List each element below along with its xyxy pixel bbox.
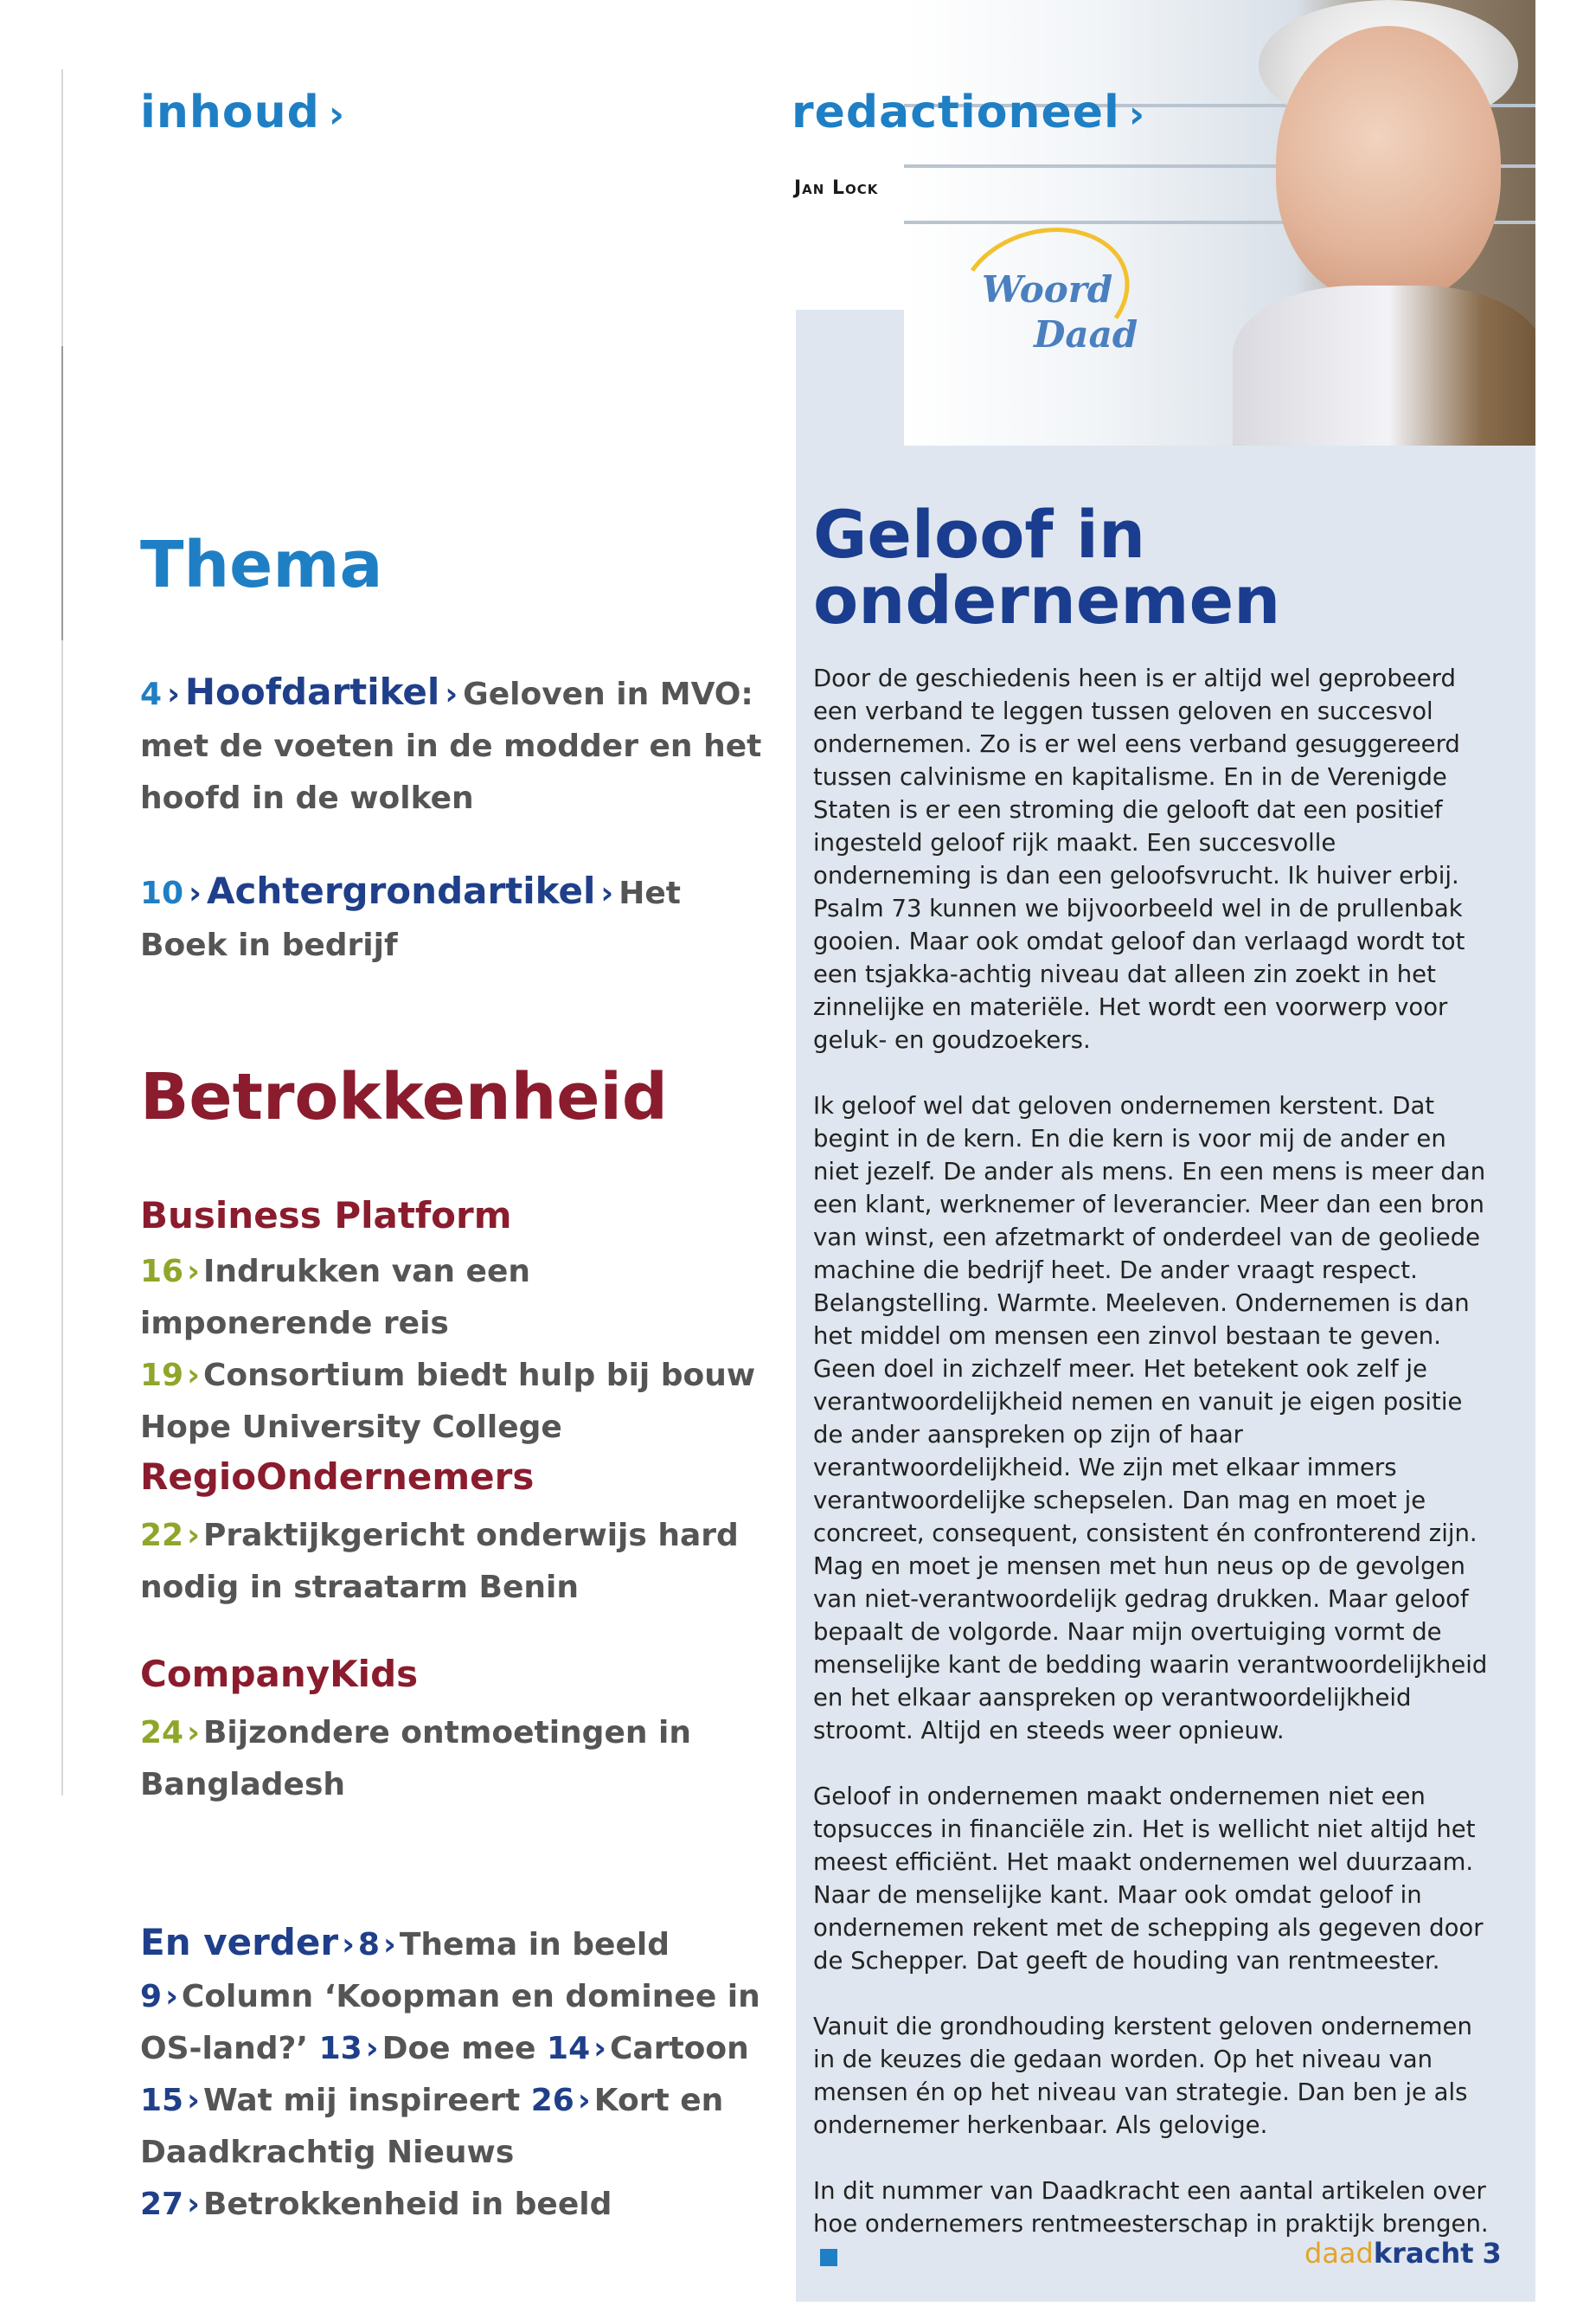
chevron-right-icon: ›	[382, 1927, 396, 1962]
toc-entry[interactable]: 16 › Indrukken van een imponerende reis	[140, 1254, 531, 1341]
toc-entry[interactable]: Wat mij inspireert	[202, 2083, 521, 2118]
group-business-platform: Business Platform	[140, 1194, 512, 1237]
paragraph: Geloof in ondernemen maakt ondernemen niet een topsucces in financiële zin. Het is wellicht niet altijd het meest efficiënt. Het maakt ondernemen wel duurzaam. Naar de menselijke kant. Maar ook omdat geloof in ondernemen rekent met de schepping als gegeven door de Schepper. Dat geeft de houding van rentmeester.	[813, 1782, 1484, 1975]
toc-entry[interactable]: 22 › Praktijkgericht onderwijs hard nodig in straatarm Benin	[140, 1518, 739, 1605]
toc-entry[interactable]: 10 › Achtergrondartikel › Het Boek in bedrijf	[140, 870, 681, 963]
toc-entry[interactable]: 24 › Bijzondere ontmoetingen in Bangladesh	[140, 1715, 691, 1802]
chevron-right-icon: ›	[187, 1715, 200, 1750]
en-verder-list: En verder › 8 › Thema in beeld 9 › Column ‘Koopman en dominee in OS-land?’ 13 › Doe mee 14 › Cartoon 15 › Wat mij inspireert 26 › Kort en Daadkrachtig Nieuws 27 › Betrokkenheid in beeld	[140, 1921, 760, 2222]
chevron-right-icon: ›	[187, 2187, 200, 2222]
toc-entry[interactable]: Betrokkenheid in beeld	[202, 2187, 612, 2222]
paragraph: Door de geschiedenis heen is er altijd wel geprobeerd een verband te leggen tussen geloven en succesvol ondernemen. Zo is er wel eens verband gesuggereerd tussen calvinisme en kapitalisme. En in de Verenigde Staten is er een stroming die gelooft dat een positief ingesteld geloof rijk maakt. Een succesvolle onderneming is dan een geloofsvrucht. Ik huiver erbij. Psalm 73 kunnen we bijvoorbeeld wel in de prullenbak gooien. Maar ook omdat geloof dan verlaagd wordt tot een tsjakka-achtig niveau dat alleen zin zoekt in het zinnelijke en materiële. Het wordt een voorwerp voor geluk- en goudzoekers.	[813, 665, 1465, 1054]
author-photo	[904, 0, 1535, 446]
chevron-right-icon: ›	[189, 876, 202, 911]
toc-entry[interactable]: Doe mee	[381, 2031, 536, 2066]
chevron-right-icon: ›	[165, 1979, 178, 2014]
margin-rule	[61, 69, 63, 1795]
chevron-right-icon: ›	[328, 93, 345, 137]
page-folio: daadkracht 3	[1304, 2237, 1502, 2270]
chevron-right-icon: ›	[342, 1927, 355, 1962]
editorial-body	[813, 662, 1497, 2306]
paragraph: Vanuit die grondhouding kerstent geloven ondernemen in de keuzes die gedaan worden. Op het niveau van mensen én op het niveau van strategie. Dan ben je als ondernemer herkenbaar. Als gelovige.	[813, 2013, 1472, 2139]
chevron-right-icon: ›	[593, 2031, 606, 2066]
group-company-kids: CompanyKids	[140, 1653, 419, 1695]
chevron-right-icon: ›	[187, 1254, 200, 1289]
paragraph-last: In dit nummer van Daadkracht een aantal artikelen over hoe ondernemers rentmeesterschap in praktijk brengen.	[813, 2174, 1497, 2273]
toc-entry[interactable]: 4 › Hoofdartikel › Geloven in MVO: met de voeten in de modder en het hoofd in de wolken	[140, 671, 762, 816]
thema-title: Thema	[140, 528, 383, 602]
toc-entry[interactable]: 19 › Consortium biedt hulp bij bouw Hope University College	[140, 1358, 756, 1445]
group-regio-ondernemers: RegioOndernemers	[140, 1455, 535, 1498]
toc-entry[interactable]: Kort en Daadkrachtig Nieuws	[140, 2083, 724, 2170]
logo-text: Daad	[1034, 313, 1138, 356]
page-number: 3	[1482, 2237, 1502, 2270]
paragraph: Ik geloof wel dat geloven ondernemen kerstent. Dat begint in de kern. En die kern is voor mij de ander en niet jezelf. De ander als mens. En een mens is meer dan een klant, werknemer of leverancier. Meer dan een bron van winst, een afzetmarkt of onderdeel van de geoliede machine die bedrijf heet. De ander vraagt respect. Belangstelling. Warmte. Meeleven. Ondernemen is dan het middel om mensen een zinvol bestaan te geven. Geen doel in zichzelf meer. Het betekent ook zelf je verantwoordelijkheid nemen en vanuit je eigen positie de ander aanspreken op zijn of haar verantwoordelijkheid. We zijn met elkaar immers verantwoordelijke schepselen. Dan mag en moet je concreet, consequent, consistent én confronterend zijn. Mag en moet je mensen met hun neus op de gevolgen van niet-verantwoordelijk gedrag drukken. Maar geloof bepaalt de volgorde. Naar mijn overtuiging vormt de menselijke kant de bedding waarin verantwoordelijkheid en het elkaar aanspreken op verantwoordelijkheid stroomt. Altijd en steeds weer opnieuw.	[813, 1092, 1488, 1744]
contents-heading: inhoud ›	[140, 87, 345, 138]
photo-shirt	[1233, 286, 1535, 446]
chevron-right-icon: ›	[167, 677, 180, 712]
chevron-right-icon: ›	[577, 2083, 591, 2118]
group-entries	[140, 1246, 772, 1454]
toc-entry[interactable]: Thema in beeld	[399, 1927, 670, 1962]
betrokkenheid-title: Betrokkenheid	[140, 1060, 668, 1134]
end-mark-icon	[820, 2249, 837, 2266]
editorial-headline: Geloof in ondernemen	[813, 496, 1281, 639]
chevron-right-icon: ›	[600, 876, 614, 911]
group-entries	[140, 1707, 772, 1811]
photo-face	[1276, 26, 1501, 303]
margin-rule-dark	[61, 346, 63, 640]
chevron-right-icon: ›	[445, 677, 458, 712]
chevron-right-icon: ›	[365, 2031, 379, 2066]
toc-entry[interactable]: Cartoon	[609, 2031, 749, 2066]
group-entries	[140, 1510, 772, 1614]
editorial-heading: redactioneel ›	[792, 87, 1145, 138]
chevron-right-icon: ›	[187, 2083, 200, 2118]
chevron-right-icon: ›	[187, 1358, 200, 1393]
chevron-right-icon: ›	[187, 1518, 200, 1553]
chevron-right-icon: ›	[1128, 93, 1145, 137]
toc-entry[interactable]: Column ‘Koopman en dominee in OS-land?’	[140, 1979, 760, 2066]
author-name: Jan Lock	[794, 177, 879, 199]
logo-text: Woord	[982, 268, 1113, 311]
